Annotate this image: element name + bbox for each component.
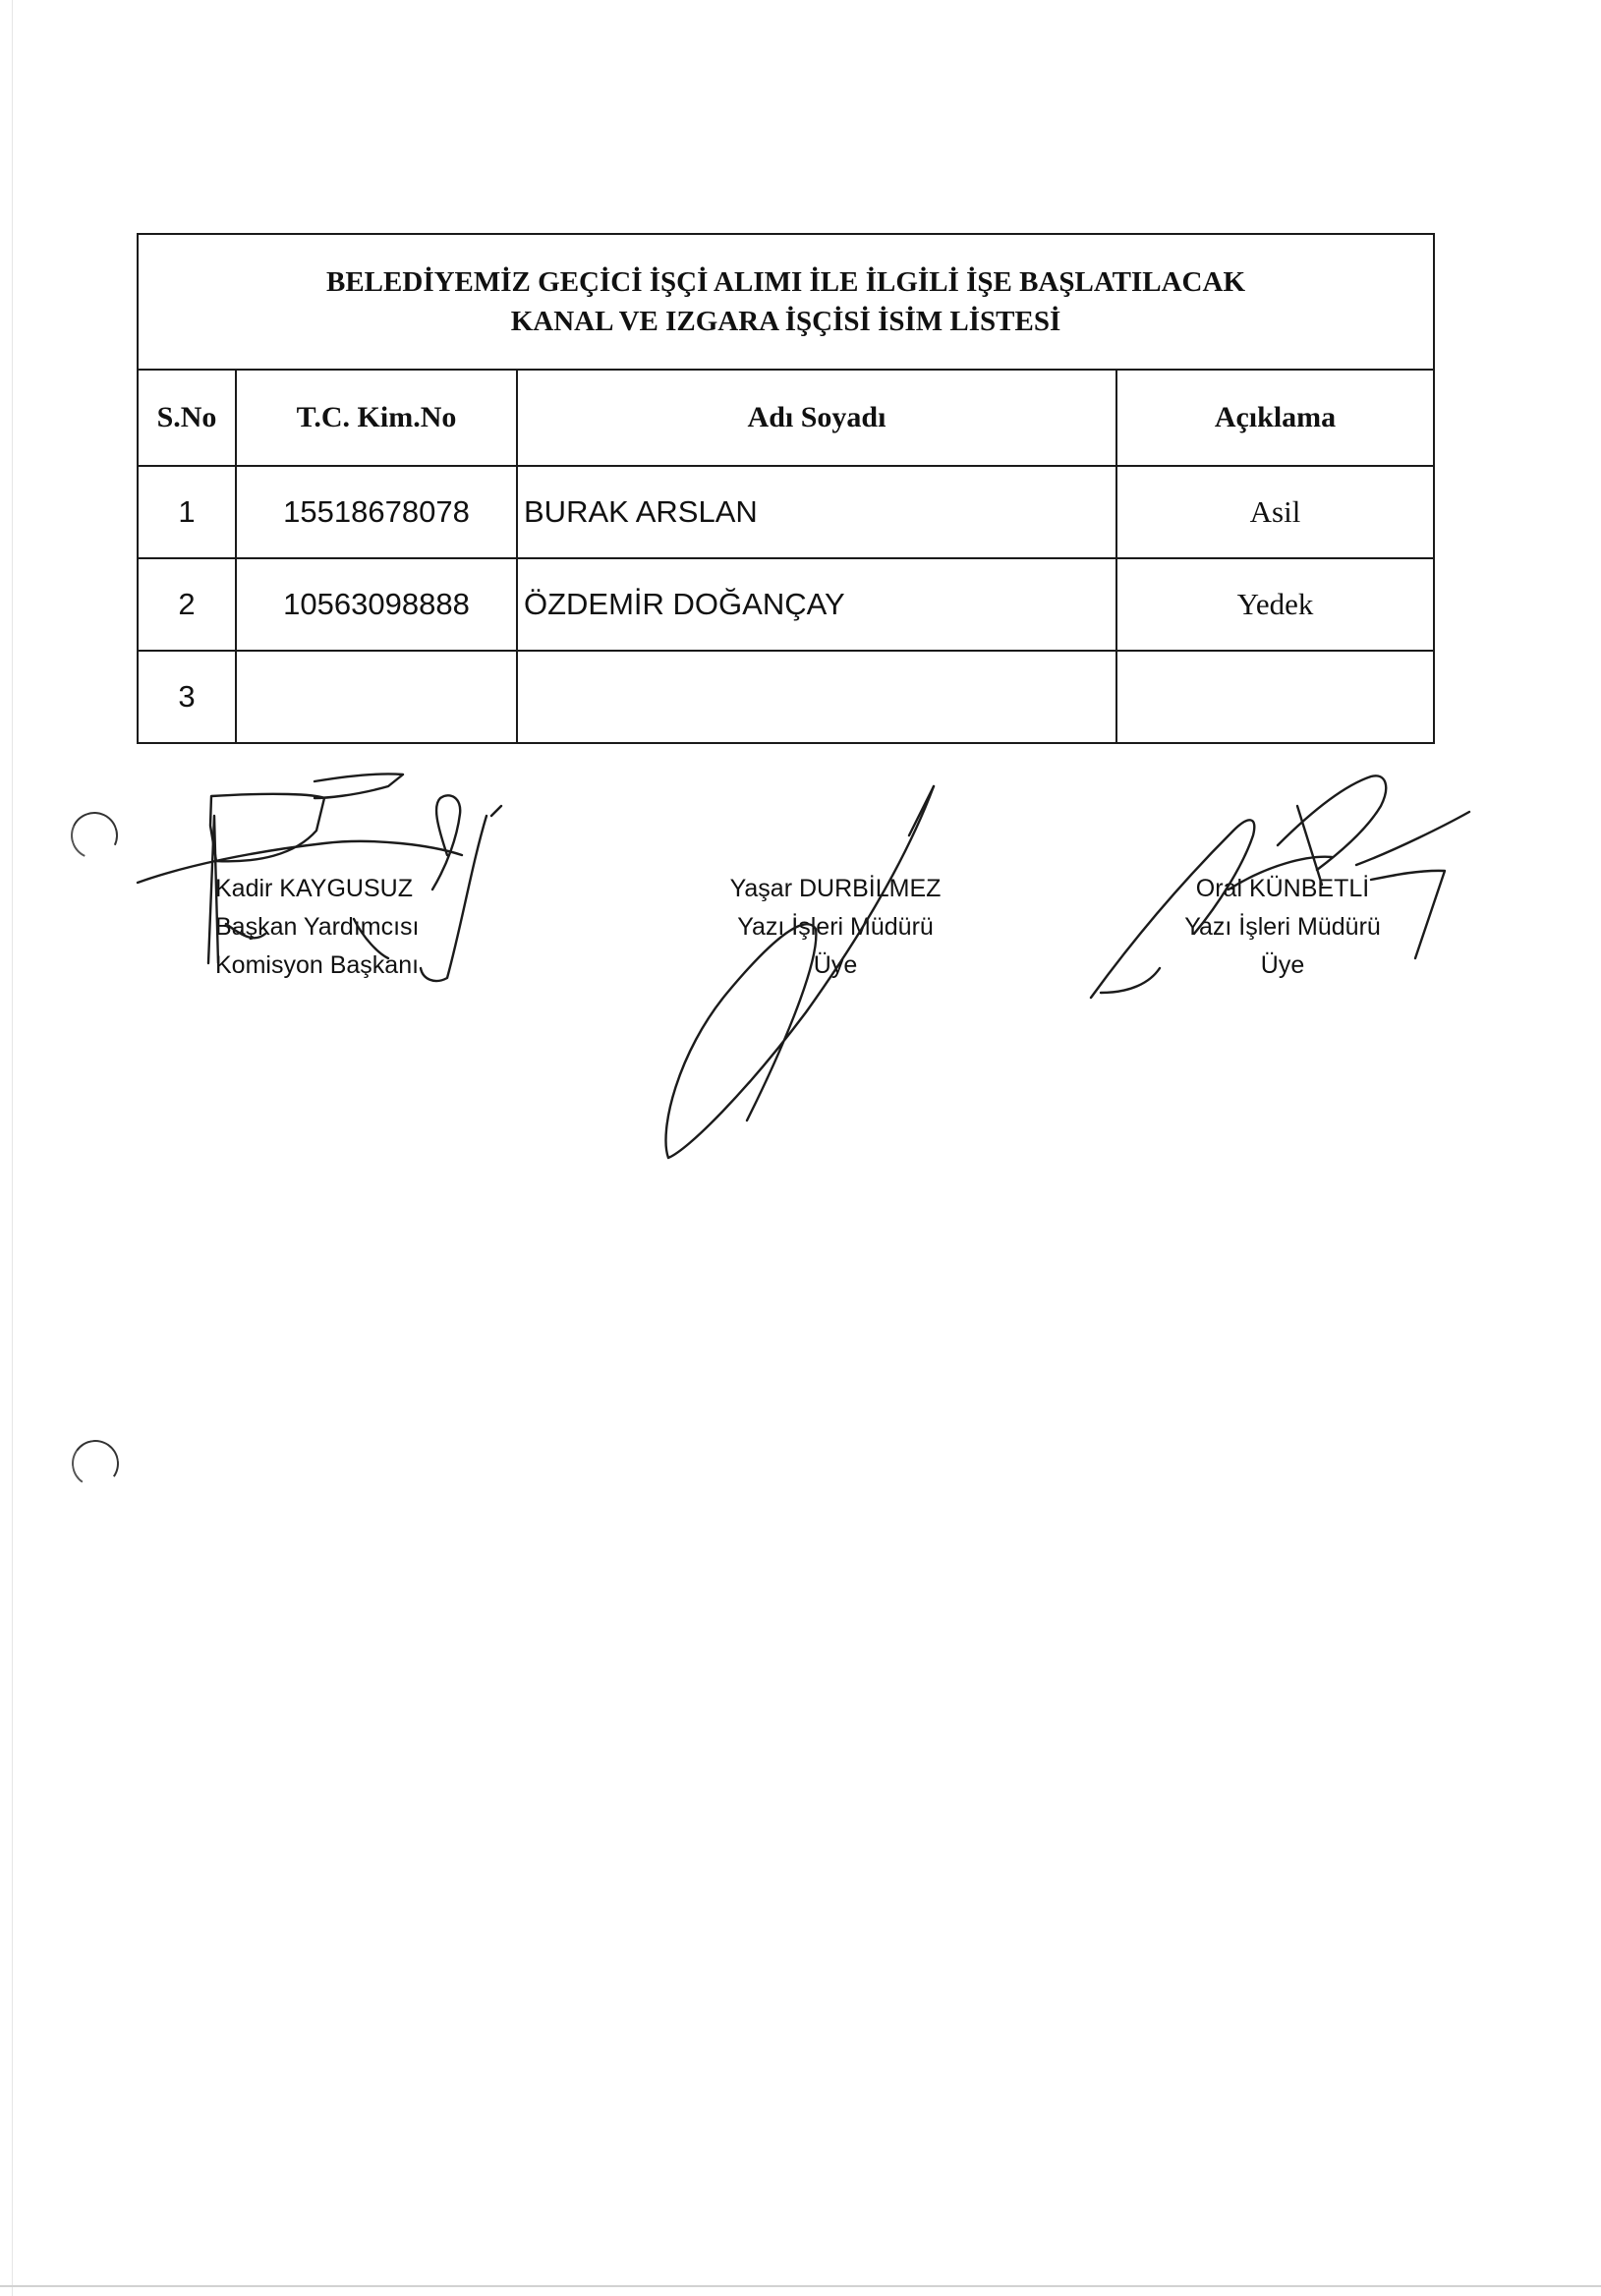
document-title	[138, 234, 1434, 370]
header-tc-no: T.C. Kim.No	[236, 370, 517, 466]
cell-name: ÖZDEMİR DOĞANÇAY	[517, 558, 1116, 651]
signatory-title: Başkan Yardımcısı	[215, 913, 420, 941]
cell-sno: 3	[138, 651, 236, 743]
cell-tc-no: 10563098888	[236, 558, 517, 651]
table-row	[138, 651, 1434, 743]
signature-block-member-2	[1135, 870, 1430, 985]
table-row	[138, 558, 1434, 651]
header-name: Adı Soyadı	[517, 370, 1116, 466]
signatory-name: Yaşar DURBİLMEZ	[729, 875, 942, 902]
signature-block-commission-head	[215, 870, 420, 985]
punch-hole-mark	[68, 1436, 123, 1491]
page-edge	[12, 0, 13, 2296]
table-row	[138, 466, 1434, 558]
signatory-role: Üye	[813, 951, 858, 979]
header-sno: S.No	[138, 370, 236, 466]
cell-tc-no: 15518678078	[236, 466, 517, 558]
signatory-name: Oral KÜNBETLİ	[1195, 875, 1370, 902]
signature-block-member-1	[688, 870, 983, 985]
cell-name	[517, 651, 1116, 743]
cell-sno: 2	[138, 558, 236, 651]
cell-note	[1116, 651, 1434, 743]
signatory-title: Yazı İşleri Müdürü	[1184, 913, 1381, 941]
page-edge	[0, 2285, 1601, 2287]
header-note: Açıklama	[1116, 370, 1434, 466]
cell-note: Yedek	[1116, 558, 1434, 651]
signatory-title: Yazı İşleri Müdürü	[737, 913, 934, 941]
signatory-role: Komisyon Başkanı	[215, 951, 420, 979]
signatory-role: Üye	[1260, 951, 1305, 979]
signatory-name: Kadir KAYGUSUZ	[215, 875, 413, 902]
title-line-2: KANAL VE IZGARA İŞÇİSİ İSİM LİSTESİ	[510, 306, 1061, 337]
table-header-row	[138, 370, 1434, 466]
cell-tc-no	[236, 651, 517, 743]
cell-note: Asil	[1116, 466, 1434, 558]
punch-hole-mark	[64, 805, 125, 866]
cell-sno: 1	[138, 466, 236, 558]
cell-name: BURAK ARSLAN	[517, 466, 1116, 558]
worker-list-table	[137, 233, 1435, 744]
title-line-1: BELEDİYEMİZ GEÇİCİ İŞÇİ ALIMI İLE İLGİLİ İŞE BAŞLATILACAK	[326, 266, 1245, 298]
